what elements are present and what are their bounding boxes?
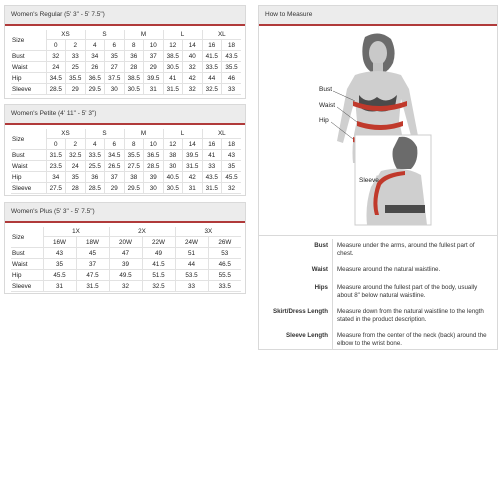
row-label: Sleeve: [11, 183, 46, 194]
measurement-cell: 32: [183, 84, 203, 95]
measurement-cell: 29.5: [124, 183, 144, 194]
size-number-header: 16W: [43, 237, 76, 248]
measurement-cell: 27.5: [46, 183, 66, 194]
column-divider: [332, 239, 333, 263]
measurement-cell: 38.5: [163, 51, 183, 62]
row-label: Bust: [11, 150, 46, 161]
column-divider: [332, 263, 333, 281]
row-label: Sleeve: [11, 281, 43, 292]
measurement-cell: 41: [202, 150, 222, 161]
bust-figure-label: Bust: [319, 86, 333, 93]
measurement-cell: 46.5: [208, 259, 241, 270]
measurement-cell: 25.5: [85, 161, 105, 172]
size-number-header: 16: [202, 139, 222, 150]
measurement-cell: 33: [222, 84, 242, 95]
size-group-header: M: [124, 129, 163, 139]
measure-item-label: Waist: [311, 266, 328, 273]
measurement-cell: 32.5: [66, 150, 86, 161]
hip-figure-label: Hip: [319, 117, 329, 124]
size-number-header: 12: [163, 139, 183, 150]
size-header: Size: [11, 129, 46, 150]
column-divider: [332, 281, 333, 305]
measurement-cell: 30.5: [163, 183, 183, 194]
size-group-header: XS: [46, 129, 85, 139]
measurement-cell: 36: [124, 51, 144, 62]
regular-size-table: [11, 30, 241, 95]
measure-item-label: Skirt/Dress Length: [272, 308, 328, 315]
measurement-cell: 32: [183, 62, 203, 73]
measurement-cell: 36.5: [85, 73, 105, 84]
size-number-header: 8: [124, 40, 144, 51]
measurement-cell: 32: [46, 51, 66, 62]
measurement-cell: 31.5: [202, 183, 222, 194]
size-number-header: 18: [222, 40, 242, 51]
measurement-cell: 33: [66, 51, 86, 62]
measurement-cell: 32.5: [202, 84, 222, 95]
size-number-header: 4: [85, 139, 105, 150]
measurement-cell: 35: [66, 172, 86, 183]
measurement-cell: 36: [85, 172, 105, 183]
measurement-cell: 30.5: [163, 62, 183, 73]
row-label: Hip: [11, 270, 43, 281]
measurement-cell: 46: [222, 73, 242, 84]
size-group-header: 3X: [175, 227, 241, 237]
plus-size-panel: [4, 202, 246, 294]
measurement-cell: 32.5: [142, 281, 175, 292]
measurement-cell: 37: [76, 259, 109, 270]
size-number-header: 14: [183, 40, 203, 51]
measurement-cell: 33: [175, 281, 208, 292]
measurement-cell: 33.5: [85, 150, 105, 161]
petite-size-panel: [4, 104, 246, 196]
measurement-cell: 32: [109, 281, 142, 292]
measurement-cell: 41.5: [202, 51, 222, 62]
size-number-header: 2: [66, 139, 86, 150]
measurement-cell: 55.5: [208, 270, 241, 281]
measurement-cell: 32: [222, 183, 242, 194]
measurement-cell: 53: [208, 248, 241, 259]
measurement-cell: 39.5: [144, 73, 164, 84]
measure-item-text: Measure under the arms, around the fullest part of chest.: [337, 242, 475, 257]
measurement-cell: 36.5: [144, 150, 164, 161]
measurement-cell: 30: [163, 161, 183, 172]
measurement-cell: 39.5: [183, 150, 203, 161]
row-label: Waist: [11, 259, 43, 270]
measurement-cell: 49: [142, 248, 175, 259]
measurement-cell: 35.5: [124, 150, 144, 161]
petite-title: Women's Petite (4' 11" - 5' 3"): [5, 105, 245, 125]
measurement-cell: 25: [66, 62, 86, 73]
measurement-cell: 42: [183, 172, 203, 183]
measurement-cell: 37: [144, 51, 164, 62]
measurement-cell: 33: [202, 161, 222, 172]
table-row: [11, 62, 241, 73]
measurement-cell: 51.5: [142, 270, 175, 281]
measure-item-label: Bust: [314, 242, 328, 249]
table-row: [11, 73, 241, 84]
measurement-cell: 47.5: [76, 270, 109, 281]
regular-title: Women's Regular (5' 3" - 5' 7.5"): [5, 6, 245, 26]
size-group-header: 1X: [43, 227, 109, 237]
waist-figure-label: Waist: [319, 102, 336, 109]
measure-item-text: Measure down from the natural waistline to the length stated in the product description.: [337, 308, 484, 323]
petite-size-table: [11, 129, 241, 194]
row-label: Waist: [11, 62, 46, 73]
size-group-header: 2X: [109, 227, 175, 237]
size-header: Size: [11, 30, 46, 51]
size-number-header: 6: [105, 139, 125, 150]
measurement-cell: 31: [183, 183, 203, 194]
measurement-cell: 43.5: [202, 172, 222, 183]
measurement-cell: 44: [202, 73, 222, 84]
measurement-cell: 28.5: [85, 183, 105, 194]
size-number-header: 8: [124, 139, 144, 150]
size-header: Size: [11, 227, 43, 248]
measurement-cell: 38: [163, 150, 183, 161]
measurement-cell: 53.5: [175, 270, 208, 281]
size-number-header: 6: [105, 40, 125, 51]
measurement-cell: 39: [109, 259, 142, 270]
measurement-cell: 31.5: [46, 150, 66, 161]
size-number-header: 22W: [142, 237, 175, 248]
measurement-cell: 28.5: [46, 84, 66, 95]
size-group-header: L: [163, 30, 202, 40]
size-number-header: 16: [202, 40, 222, 51]
row-label: Hip: [11, 172, 46, 183]
measurement-cell: 49.5: [109, 270, 142, 281]
size-number-header: 10: [144, 40, 164, 51]
plus-size-table: [11, 227, 241, 292]
measurement-cell: 47: [109, 248, 142, 259]
size-group-header: M: [124, 30, 163, 40]
measurement-cell: 28.5: [144, 161, 164, 172]
measurement-cell: 35.5: [66, 73, 86, 84]
measurement-cell: 28: [124, 62, 144, 73]
table-row: [11, 281, 241, 292]
size-group-header: XL: [202, 30, 241, 40]
size-number-header: 4: [85, 40, 105, 51]
measurement-cell: 30: [105, 84, 125, 95]
measurement-cell: 29: [144, 62, 164, 73]
how-to-measure-title: How to Measure: [259, 6, 497, 26]
size-number-header: 12: [163, 40, 183, 51]
measurement-cell: 35: [43, 259, 76, 270]
table-row: [11, 172, 241, 183]
measurement-cell: 45: [76, 248, 109, 259]
how-to-measure-panel: [258, 5, 498, 350]
measurement-cell: 31.5: [76, 281, 109, 292]
measurement-cell: 35: [105, 51, 125, 62]
measurement-cell: 29: [105, 183, 125, 194]
measurement-cell: 43: [43, 248, 76, 259]
table-row: [11, 270, 241, 281]
measurement-cell: 26: [85, 62, 105, 73]
measurement-cell: 45.5: [43, 270, 76, 281]
size-group-header: S: [85, 129, 124, 139]
plus-title: Women's Plus (5' 3" - 5' 7.5"): [5, 203, 245, 223]
row-label: Waist: [11, 161, 46, 172]
measurement-cell: 35.5: [222, 62, 242, 73]
measurement-cell: 39: [144, 172, 164, 183]
measure-instructions: [259, 242, 497, 352]
measurement-cell: 27.5: [124, 161, 144, 172]
measure-divider: [259, 235, 497, 236]
size-group-header: XS: [46, 30, 85, 40]
measurement-cell: 43.5: [222, 51, 242, 62]
table-row: [11, 150, 241, 161]
size-number-header: 0: [46, 139, 66, 150]
size-number-header: 26W: [208, 237, 241, 248]
measurement-cell: 30: [144, 183, 164, 194]
measurement-cell: 31.5: [163, 84, 183, 95]
row-label: Hip: [11, 73, 46, 84]
measurement-cell: 23.5: [46, 161, 66, 172]
size-number-header: 10: [144, 139, 164, 150]
measurement-cell: 26.5: [105, 161, 125, 172]
measurement-cell: 34: [85, 51, 105, 62]
measurement-cell: 30.5: [124, 84, 144, 95]
size-number-header: 20W: [109, 237, 142, 248]
measurement-cell: 37: [105, 172, 125, 183]
measurement-cell: 34: [46, 172, 66, 183]
size-number-header: 2: [66, 40, 86, 51]
measurement-cell: 44: [175, 259, 208, 270]
row-label: Bust: [11, 248, 43, 259]
size-number-header: 0: [46, 40, 66, 51]
table-row: [11, 183, 241, 194]
column-divider: [332, 305, 333, 329]
table-row: [11, 259, 241, 270]
measuring-figure-illustration: [259, 25, 497, 235]
measurement-cell: 45.5: [222, 172, 242, 183]
measurement-cell: 42: [183, 73, 203, 84]
table-row: [11, 161, 241, 172]
measurement-cell: 40.5: [163, 172, 183, 183]
size-number-header: 18W: [76, 237, 109, 248]
measurement-cell: 29.5: [85, 84, 105, 95]
measure-item-text: Measure around the natural waistline.: [337, 266, 441, 273]
size-group-header: S: [85, 30, 124, 40]
measure-item-text: Measure around the fullest part of the body, usually about 8" below natural waistline.: [337, 284, 478, 299]
measurement-cell: 31: [43, 281, 76, 292]
measurement-cell: 38: [124, 172, 144, 183]
size-number-header: 14: [183, 139, 203, 150]
measurement-cell: 31: [144, 84, 164, 95]
measure-item-label: Hips: [314, 284, 328, 291]
size-number-header: 24W: [175, 237, 208, 248]
size-group-header: L: [163, 129, 202, 139]
regular-size-panel: [4, 5, 246, 99]
measurement-cell: 24: [46, 62, 66, 73]
measurement-cell: 41: [163, 73, 183, 84]
measure-item-label: Sleeve Length: [286, 332, 328, 339]
measurement-cell: 29: [66, 84, 86, 95]
measurement-cell: 28: [66, 183, 86, 194]
measurement-cell: 43: [222, 150, 242, 161]
measurement-cell: 38.5: [124, 73, 144, 84]
measurement-cell: 34.5: [46, 73, 66, 84]
table-row: [11, 248, 241, 259]
measurement-cell: 31.5: [183, 161, 203, 172]
measure-item-text: Measure from the center of the neck (back) around the elbow to the wrist bone.: [337, 332, 487, 347]
table-row: [11, 84, 241, 95]
row-label: Sleeve: [11, 84, 46, 95]
size-number-header: 18: [222, 139, 242, 150]
measurement-cell: 34.5: [105, 150, 125, 161]
measurement-cell: 41.5: [142, 259, 175, 270]
measurement-cell: 51: [175, 248, 208, 259]
measurement-cell: 37.5: [105, 73, 125, 84]
measurement-cell: 24: [66, 161, 86, 172]
measurement-cell: 40: [183, 51, 203, 62]
column-divider: [332, 329, 333, 349]
measurement-cell: 27: [105, 62, 125, 73]
measurement-cell: 35: [222, 161, 242, 172]
size-group-header: XL: [202, 129, 241, 139]
table-row: [11, 51, 241, 62]
measurement-cell: 33.5: [208, 281, 241, 292]
sleeve-figure-label: Sleeve: [359, 177, 379, 184]
measurement-cell: 33.5: [202, 62, 222, 73]
row-label: Bust: [11, 51, 46, 62]
